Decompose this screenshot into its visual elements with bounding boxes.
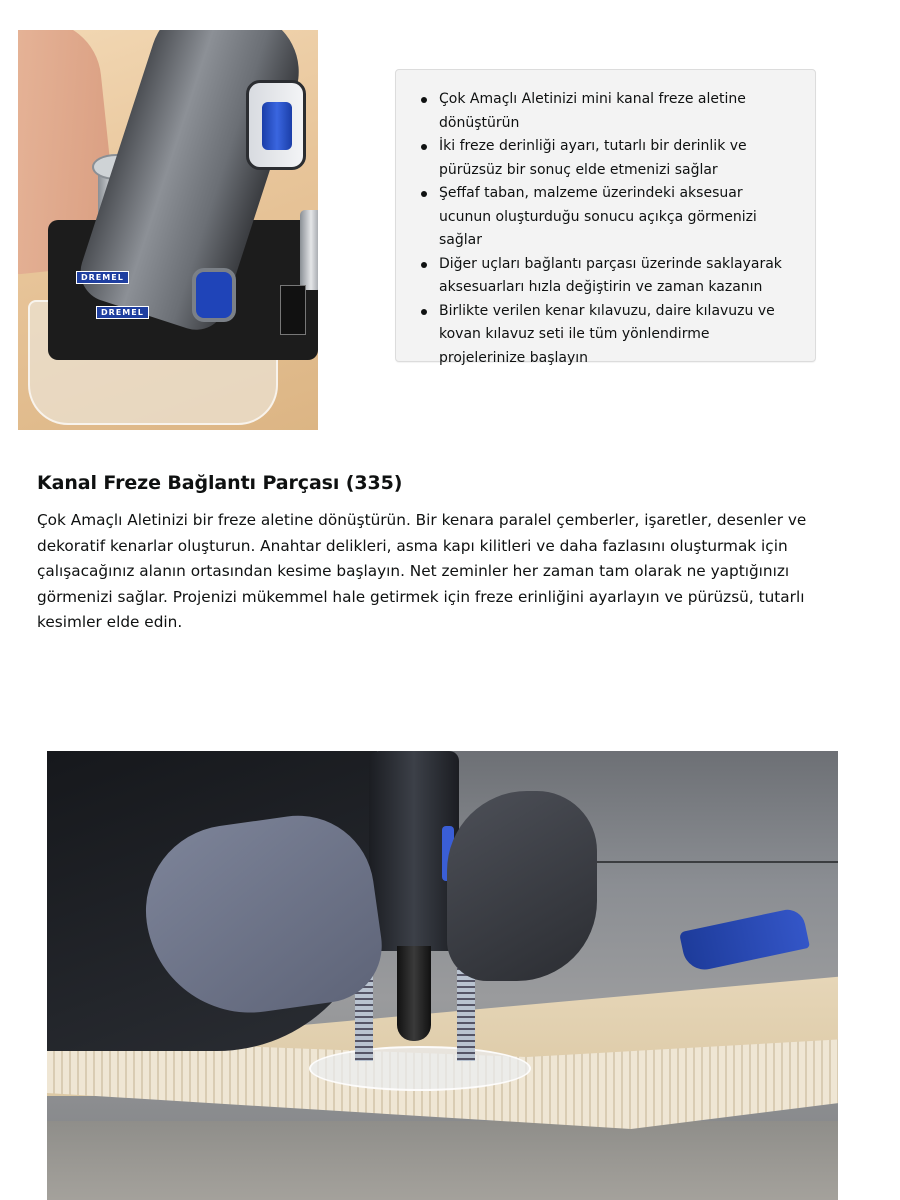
feature-item: Şeffaf taban, malzeme üzerindeki aksesuar ucunun oluşturduğu sonucu açıkça görmenizi sağlar: [418, 182, 795, 253]
feature-bullets-box: [395, 69, 816, 366]
product-image-in-use: [47, 751, 838, 1200]
floor: [47, 1121, 838, 1200]
bullet-icon: [421, 191, 427, 197]
bullet-icon: [421, 262, 427, 268]
bullet-icon: [421, 97, 427, 103]
feature-item: Birlikte verilen kenar kılavuzu, daire kılavuzu ve kovan kılavuz seti ile tüm yönlendirme projelerinize başlayın: [418, 300, 795, 371]
depth-scale: [280, 285, 306, 335]
bullet-icon: [421, 144, 427, 150]
feature-item: Diğer uçları bağlantı parçası üzerinde saklayarak aksesuarları hızla değiştirin ve zaman kazanın: [418, 253, 795, 300]
clear-router-base: [309, 1046, 531, 1091]
section-title: Kanal Freze Bağlantı Parçası (335): [37, 472, 403, 494]
section-description: Çok Amaçlı Aletinizi bir freze aletine dönüştürün. Bir kenara paralel çemberler, işaretler, desenler ve dekoratif kenarlar oluşturun. Anahtar delikleri, asma kapı kilitleri ve daha fazlasını oluşturmak için çalışacağınız alanın ortasından kesime başlayın. Net zeminler her zaman tam olarak ne yaptığınızı görmenizi sağlar. Projenizi mükemmel hale getirmek için freze erinliğini ayarlayın ve pürüzsü, tutarlı kesimler elde edin.: [37, 511, 807, 631]
product-image-router-attachment: [18, 30, 318, 430]
feature-item: İki freze derinliği ayarı, tutarlı bir derinlik ve pürüzsüz bir sonuç elde etmenizi sağlar: [418, 135, 795, 182]
tool-collet: [397, 946, 431, 1041]
feature-item: Çok Amaçlı Aletinizi mini kanal freze aletine dönüştürün: [418, 88, 795, 135]
glove-right: [447, 791, 597, 981]
brand-label: DREMEL: [96, 306, 149, 319]
feature-list: [418, 88, 795, 370]
tool-switch: [192, 268, 236, 322]
bullet-icon: [421, 309, 427, 315]
depth-post-right: [300, 210, 318, 290]
tool-speed-dial: [262, 102, 292, 150]
brand-label: DREMEL: [76, 271, 129, 284]
